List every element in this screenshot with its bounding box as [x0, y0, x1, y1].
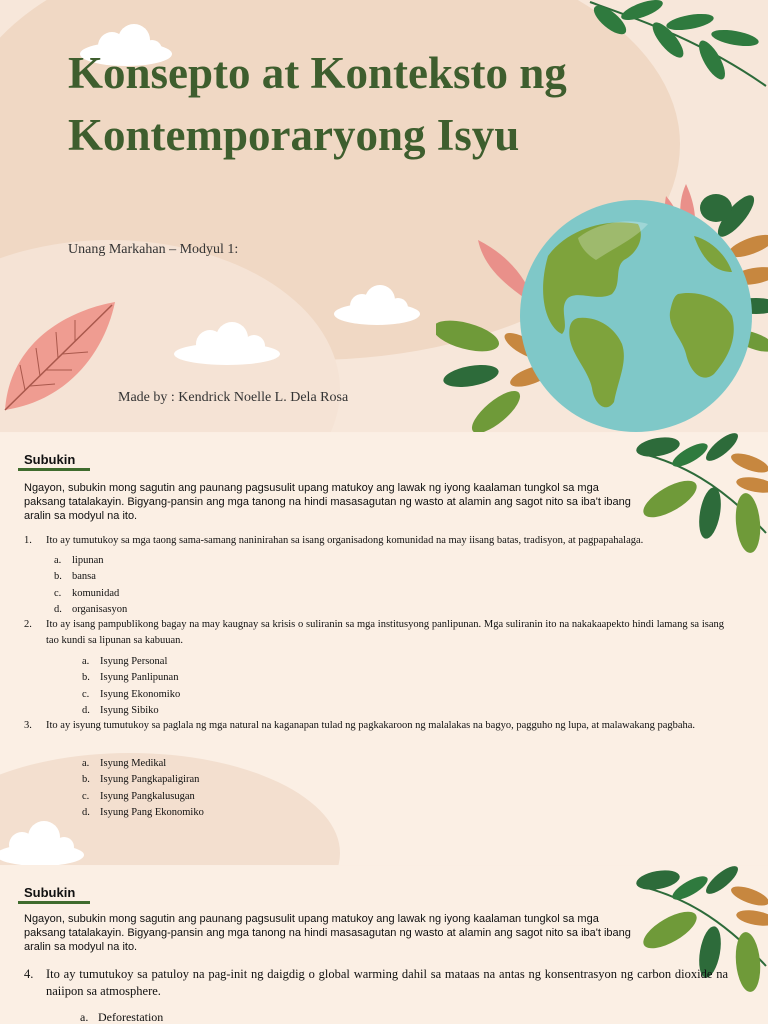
question-1: [24, 533, 724, 549]
leaf-branch-icon: [630, 866, 768, 1024]
question-3: [24, 718, 724, 734]
question-4: [24, 966, 728, 1000]
heading-underline: [18, 901, 90, 904]
question-text: Ito ay tumutukoy sa mga taong sama-samang naninirahan sa isang organisadong komunidad na may iisang batas, tradisyon, at pagpapahalaga.: [46, 535, 644, 546]
quiz-page: [0, 866, 768, 1024]
question-2: [24, 617, 724, 649]
section-heading: Subukin: [24, 885, 76, 900]
answer-options: [82, 654, 180, 719]
cloud-icon: [0, 821, 90, 865]
option-d[interactable]: d. Isyung Pang Ekonomiko: [82, 806, 204, 818]
cover-page: [0, 0, 768, 432]
subtitle: Unang Markahan – Modyul 1:: [68, 242, 239, 257]
globe-icon: [518, 198, 754, 432]
option-d[interactable]: d. Isyung Sibiko: [82, 704, 159, 716]
option-b[interactable]: b. Isyung Panlipunan: [82, 672, 179, 684]
question-number: 4.: [24, 967, 34, 981]
option-c[interactable]: c. komunidad: [54, 587, 120, 599]
author-credit: Made by : Kendrick Noelle L. Dela Rosa: [118, 390, 349, 405]
heading-underline: [18, 468, 90, 471]
option-a[interactable]: a. Isyung Medikal: [82, 758, 167, 769]
section-heading: Subukin: [24, 452, 76, 467]
answer-options: [80, 1009, 163, 1024]
option-a[interactable]: a. lipunan: [54, 555, 104, 566]
option-b[interactable]: b. Isyung Pangkapaligiran: [82, 774, 200, 786]
question-number: 1.: [24, 535, 32, 546]
question-number: 3.: [24, 720, 32, 731]
question-text: Ito ay isang pampublikong bagay na may kaugnay sa krisis o suliranin sa mga institusyong panlipunan. Mga suliranin ito na nakakaapekto hindi lamang sa isang tao kundi sa lipunan sa kabuuan.: [46, 619, 724, 646]
option-c[interactable]: c. Isyung Ekonomiko: [82, 688, 181, 700]
answer-options: [54, 553, 127, 618]
quiz-page: [0, 433, 768, 865]
intro-paragraph: Ngayon, subukin mong sagutin ang paunang pagsusulit upang matukoy ang lawak ng iyong kaalaman tungkol sa mga paksang tatalakayin. Bigyang-pansin ang mga tanong na hindi masasagutan ng wasto at alamin ang sagot nito sa iba't ibang aralin sa modyul na ito.: [24, 482, 631, 522]
question-text: Ito ay isyung tumutukoy sa paglala ng mga natural na kaganapan tulad ng pagkakaroon ng malalakas na bagyo, pagguho ng lupa, at malawakang pagbaha.: [46, 720, 696, 731]
option-a[interactable]: a. Deforestation: [80, 1010, 164, 1024]
option-c[interactable]: c. Isyung Pangkalusugan: [82, 790, 195, 802]
option-d[interactable]: d. organisasyon: [54, 603, 128, 615]
question-number: 2.: [24, 619, 32, 630]
question-text: Ito ay tumutukoy sa patuloy na pag-init ng daigdig o global warming dahil sa mataas na antas ng konsentrasyon ng carbon dioxide na naiipon sa atmosphere.: [46, 967, 728, 998]
page-title: Konsepto at Konteksto ng Kontemporaryong Isyu: [68, 48, 567, 160]
cloud-icon: [332, 284, 422, 326]
answer-options: [82, 756, 204, 821]
option-b[interactable]: b. bansa: [54, 571, 96, 583]
cloud-icon: [172, 320, 282, 366]
leaf-icon: [0, 300, 120, 415]
option-a[interactable]: a. Isyung Personal: [82, 656, 168, 667]
intro-paragraph: Ngayon, subukin mong sagutin ang paunang pagsusulit upang matukoy ang lawak ng iyong kaalaman tungkol sa mga paksang tatalakayin. Bigyang-pansin ang mga tanong na hindi masasagutan ng wasto at alamin ang sagot nito sa iba't ibang aralin sa modyul na ito.: [24, 913, 631, 953]
